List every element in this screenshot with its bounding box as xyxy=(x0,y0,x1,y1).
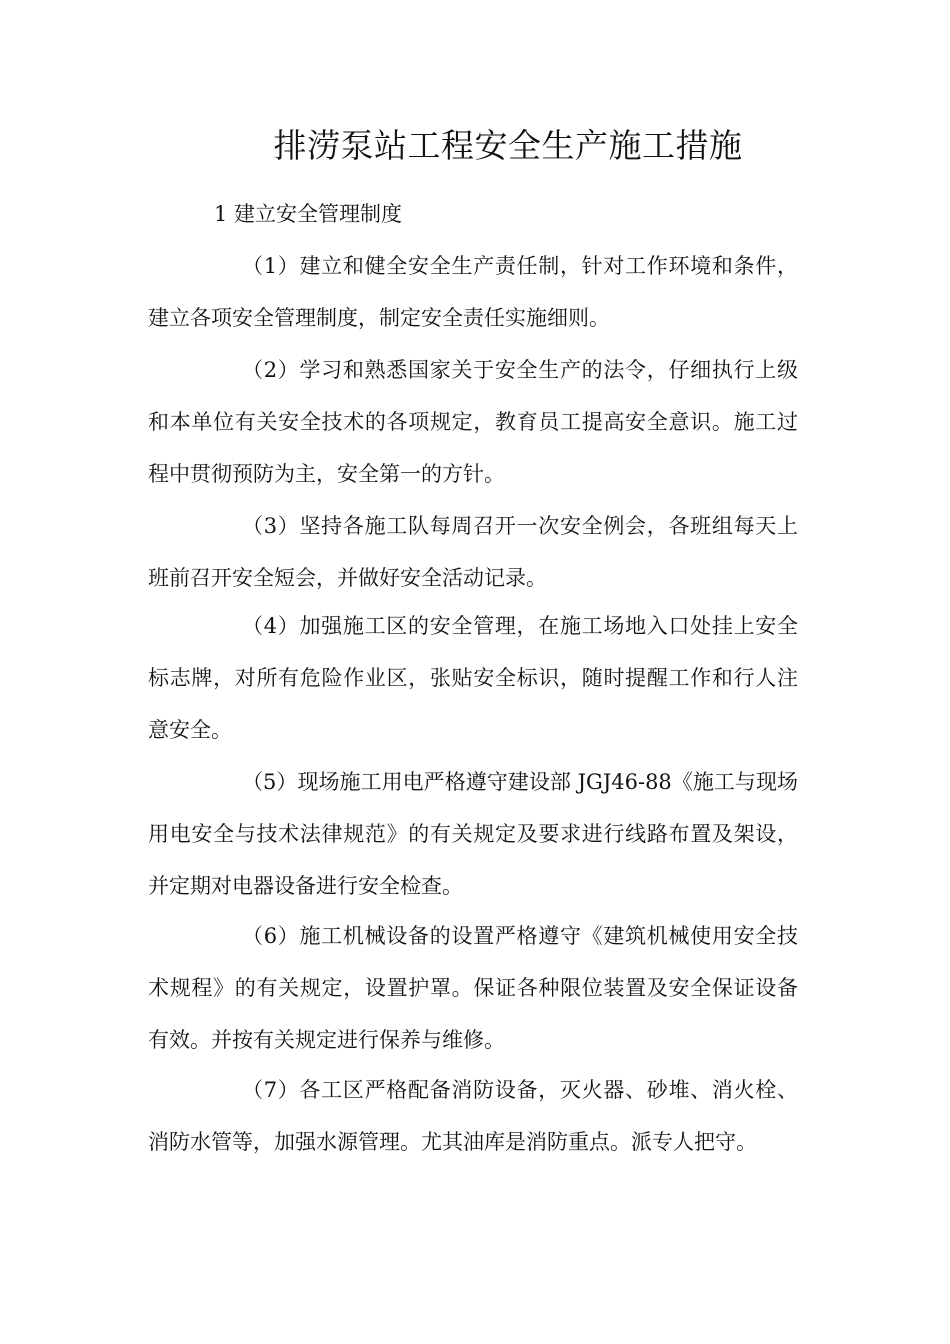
paragraph-5: （5）现场施工用电严格遵守建设部 JGJ46-88《施工与现场用电安全与技术法律规范》的有关规定及要求进行线路布置及架设，并定期对电器设备进行安全检查。 xyxy=(148,770,798,898)
paragraph-2: （2）学习和熟悉国家关于安全生产的法令，仔细执行上级和本单位有关安全技术的各项规定，教育员工提高安全意识。施工过程中贯彻预防为主，安全第一的方针。 xyxy=(148,358,798,486)
document-title: 排涝泵站工程安全生产施工措施 xyxy=(273,126,743,165)
paragraph-3: （3）坚持各施工队每周召开一次安全例会，各班组每天上班前召开安全短会，并做好安全活动记录。 xyxy=(148,514,798,590)
paragraph-6: （6）施工机械设备的设置严格遵守《建筑机械使用安全技术规程》的有关规定，设置护罩。保证各种限位装置及安全保证设备有效。并按有关规定进行保养与维修。 xyxy=(148,924,798,1052)
paragraph-7: （7）各工区严格配备消防设备，灭火器、砂堆、消火栓、消防水管等，加强水源管理。尤其油库是消防重点。派专人把守。 xyxy=(148,1078,798,1154)
paragraph-1: （1）建立和健全安全生产责任制，针对工作环境和条件，建立各项安全管理制度，制定安全责任实施细则。 xyxy=(148,254,798,330)
paragraph-4: （4）加强施工区的安全管理，在施工场地入口处挂上安全标志牌，对所有危险作业区，张贴安全标识，随时提醒工作和行人注意安全。 xyxy=(148,614,798,742)
section-heading: 1 建立安全管理制度 xyxy=(214,202,403,226)
